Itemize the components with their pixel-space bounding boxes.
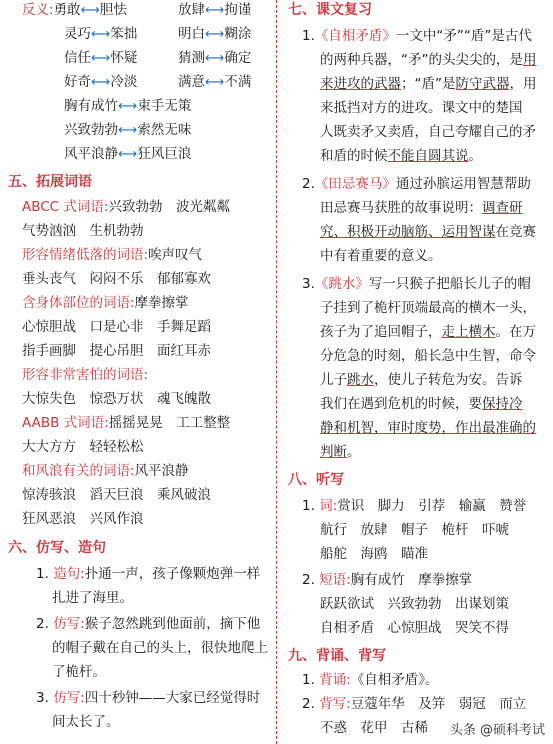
sentence-1 [36,564,260,584]
antonym-row-1 [22,0,127,20]
text: 孩子为了追回帽子， [320,324,442,340]
aabb-words: 摇摇晃晃 工工整整 [108,415,231,431]
review-1-line-4: 来抵挡对方的进攻。课文中的楚国 [320,100,523,116]
word: 胆怯 [99,2,127,18]
double-arrow-icon: ⟷ [118,98,138,114]
sentence-2-cont2: 了桅杆。 [52,664,106,680]
underlined-text: 跳水 [347,372,374,388]
word: 确定 [224,50,252,66]
body-words: 摩拳擦掌 [134,295,189,311]
memorize-text: 《自相矛盾》。 [350,672,439,688]
sentence-2 [36,614,260,634]
body-line [22,293,189,313]
word: 拘谨 [224,2,252,18]
antonym-pair [178,0,251,20]
double-arrow-icon: ⟷ [80,2,100,18]
item-number: 2. [302,572,315,588]
text: 一文中“矛”“盾”是古代 [395,28,532,44]
body-words-2: 心惊胆战 口是心非 手舞足蹈 [22,319,211,335]
book-title: 《跳水》 [314,276,369,292]
word: 风平浪静 [64,146,118,162]
double-arrow-icon: ⟷ [91,50,111,66]
text: 田忌赛马获胜的故事说明： [320,200,482,216]
watermark: 头条 @硕科考试 [449,723,545,738]
word: 索然无味 [137,122,192,138]
antonym-pair [178,24,251,44]
aabb-words-2: 大大方方 轻轻松松 [22,439,144,455]
sentence-label: 造句: [53,566,85,582]
abcc-line [22,197,230,217]
review-3-line-6 [320,394,523,414]
word: 满意 [178,74,205,90]
word: 糊涂 [224,26,252,42]
item-number: 2. [302,696,315,712]
sentence-label: 仿写: [53,690,85,706]
memorize-2 [302,694,526,714]
word: 勇敢 [53,2,81,18]
double-arrow-icon: ⟷ [205,26,225,42]
memorize-label: 背写: [319,696,351,712]
review-2-line-3 [320,222,536,242]
sentence-3 [36,688,260,708]
sentence-text: 扑通一声，孩子像颗炮弹一样 [84,566,261,582]
text: 写一只猴子把船长儿子的帽 [368,276,531,292]
memorize-words: 豆蔻年华 及笄 弱冠 而立 [350,696,527,712]
text: ，使儿子转危为安。告诉 [374,372,523,388]
word: 猜测 [178,50,205,66]
text: 的两种兵器，“矛”的头尖尖的，是 [320,52,523,68]
text: ；“盾”是 [401,76,456,92]
text: 。 [347,444,361,460]
emotion-line [22,245,202,265]
text: 儿子 [320,372,347,388]
sentence-label: 仿写: [53,616,85,632]
review-2-line-1 [302,174,531,194]
memorize-2-row-2: 不惑 花甲 古稀 [320,720,428,736]
section-9-title: 九、背诵、背写 [288,648,386,664]
underlined-text: 究、积极开动脑筋、运用智谋 [320,224,496,240]
dictation-2-row-2: 跃跃欲试 兴致勃勃 出谋划策 [320,596,509,612]
item-number: 1. [302,28,315,44]
dictation-label: 词: [319,498,338,514]
word: 冷淡 [110,74,138,90]
sentence-1-cont: 扎进了海里。 [52,590,133,606]
sentence-text: 猴子忽然跳到他面前，摘下他 [84,616,261,632]
wind-words-3: 狂风恶浪 兴风作浪 [22,511,144,527]
word: 笨拙 [110,26,138,42]
double-arrow-icon: ⟷ [205,74,225,90]
abcc-words-2: 气势汹汹 生机勃勃 [22,223,144,239]
aabb-label: AABB 式词语: [22,415,109,431]
sentence-text: 四十秒钟——大家已经觉得时 [84,690,261,706]
word: 信任 [64,50,91,66]
antonym-pair [64,72,137,92]
antonym-pair [64,96,191,116]
underlined-text: 用 [523,52,537,68]
review-2-line-4: 中有着重要的意义。 [320,248,442,264]
abcc-words: 兴致勃勃 波光粼粼 [108,199,230,215]
aabb-line [22,413,230,433]
item-number: 1. [302,498,315,514]
item-number: 3. [302,276,315,292]
fear-words: 大惊失色 惊恐万状 魂飞魄散 [22,391,211,407]
review-3-line-4: 分危急的时刻，船长急中生智，命令 [320,348,536,364]
dictation-2-row-3: 自相矛盾 心惊胆战 哭笑不得 [320,620,509,636]
underlined-text: 走上横木 [441,324,496,340]
text: 。 [468,148,482,164]
word: 放肆 [178,2,205,18]
emotion-label: 形容情绪低落的词语: [22,247,149,263]
sentence-3-cont: 间太长了。 [52,714,120,730]
text: ，用 [509,76,537,92]
dictation-words: 赏识 脚力 引荐 输赢 赞誉 [337,498,527,514]
antonym-pair [64,144,191,164]
item-number: 1. [302,672,315,688]
word: 不满 [224,74,252,90]
double-arrow-icon: ⟷ [91,74,111,90]
word: 束手无策 [137,98,192,114]
underlined-text: 判断 [320,444,347,460]
double-arrow-icon: ⟷ [118,146,138,162]
dictation-1-row-3: 船舵 海鸥 瞄准 [320,546,428,562]
item-number: 3. [36,690,49,706]
dictation-words: 胸有成竹 摩拳擦掌 [350,572,473,588]
underlined-text: 防守武器 [455,76,510,92]
review-3-line-3 [320,322,536,342]
dictation-1 [302,496,526,516]
text: 在竞赛 [495,224,536,240]
antonym-pair [64,120,191,140]
memorize-1 [302,670,439,690]
body-label: 含身体部位的词语: [22,295,135,311]
fear-label: 形容非常害怕的词语: [22,367,149,383]
wind-line [22,461,189,481]
book-title: 《田忌赛马》 [314,176,396,192]
review-2-line-2 [320,198,523,218]
word: 好奇 [64,74,91,90]
double-arrow-icon: ⟷ [91,26,111,42]
word: 明白 [178,26,205,42]
antonym-pair [64,24,137,44]
section-8-title: 八、听写 [288,472,344,488]
text: 通过孙膑运用智慧帮助 [395,176,531,192]
antonym-pair [178,48,251,68]
emotion-words: 唉声叹气 [148,247,203,263]
double-arrow-icon: ⟷ [205,50,225,66]
word: 兴致勃勃 [64,122,118,138]
antonyms-label: 反义: [22,2,54,18]
column-divider [276,0,277,744]
text: 。在万 [495,324,536,340]
wind-words-2: 惊涛骇浪 滔天巨浪 乘风破浪 [22,487,211,503]
wind-words: 风平浪静 [134,463,189,479]
body-words-3: 指手画脚 提心吊胆 面红耳赤 [22,343,211,359]
section-6-title: 六、仿写、造句 [8,540,106,556]
review-1-line-5: 人既卖矛又卖盾，自己夸耀自己的矛 [320,124,536,140]
review-3-line-5 [320,370,523,390]
dictation-label: 短语: [319,572,351,588]
review-3-line-1 [302,274,531,294]
memorize-label: 背诵: [319,672,351,688]
word: 胸有成竹 [64,98,118,114]
review-3-line-8 [320,442,361,462]
item-number: 1. [36,566,49,582]
wind-label: 和风浪有关的词语: [22,463,135,479]
word: 狂风巨浪 [137,146,192,162]
underlined-text: 来进攻的武器 [320,76,401,92]
double-arrow-icon: ⟷ [205,2,225,18]
review-3-line-2: 子挂到了桅杆顶端最高的横木一头， [320,300,536,316]
underlined-text: 调查研 [482,200,523,216]
review-1-line-2 [320,50,537,70]
text: 和盾的时候 [320,148,388,164]
underlined-text: 保持冷 [482,396,523,412]
antonym-pair [178,72,251,92]
text: 我们在遇到危机的时候，要 [320,396,482,412]
underlined-text: 不能自圆其说 [387,148,469,164]
double-arrow-icon: ⟷ [118,122,138,138]
review-1-line-3 [320,74,537,94]
review-3-line-7: 静和机智，审时度势，作出最准确的 [320,420,536,436]
book-title: 《自相矛盾》 [314,28,396,44]
section-5-title: 五、拓展词语 [8,174,92,190]
sentence-2-cont: 的帽子戴在自己的头上，很快地爬上 [52,640,268,656]
review-1-line-1 [302,26,532,46]
item-number: 2. [36,616,49,632]
item-number: 2. [302,176,315,192]
word: 灵巧 [64,26,91,42]
section-7-title: 七、课文复习 [288,2,372,18]
word: 怀疑 [110,50,138,66]
dictation-2 [302,570,472,590]
review-1-line-6 [320,146,482,166]
emotion-words-2: 垂头丧气 闷闷不乐 郁郁寡欢 [22,271,211,287]
antonym-pair [64,48,137,68]
dictation-1-row-2: 航行 放肆 帽子 桅杆 吓唬 [320,522,509,538]
abcc-label: ABCC 式词语: [22,199,109,215]
